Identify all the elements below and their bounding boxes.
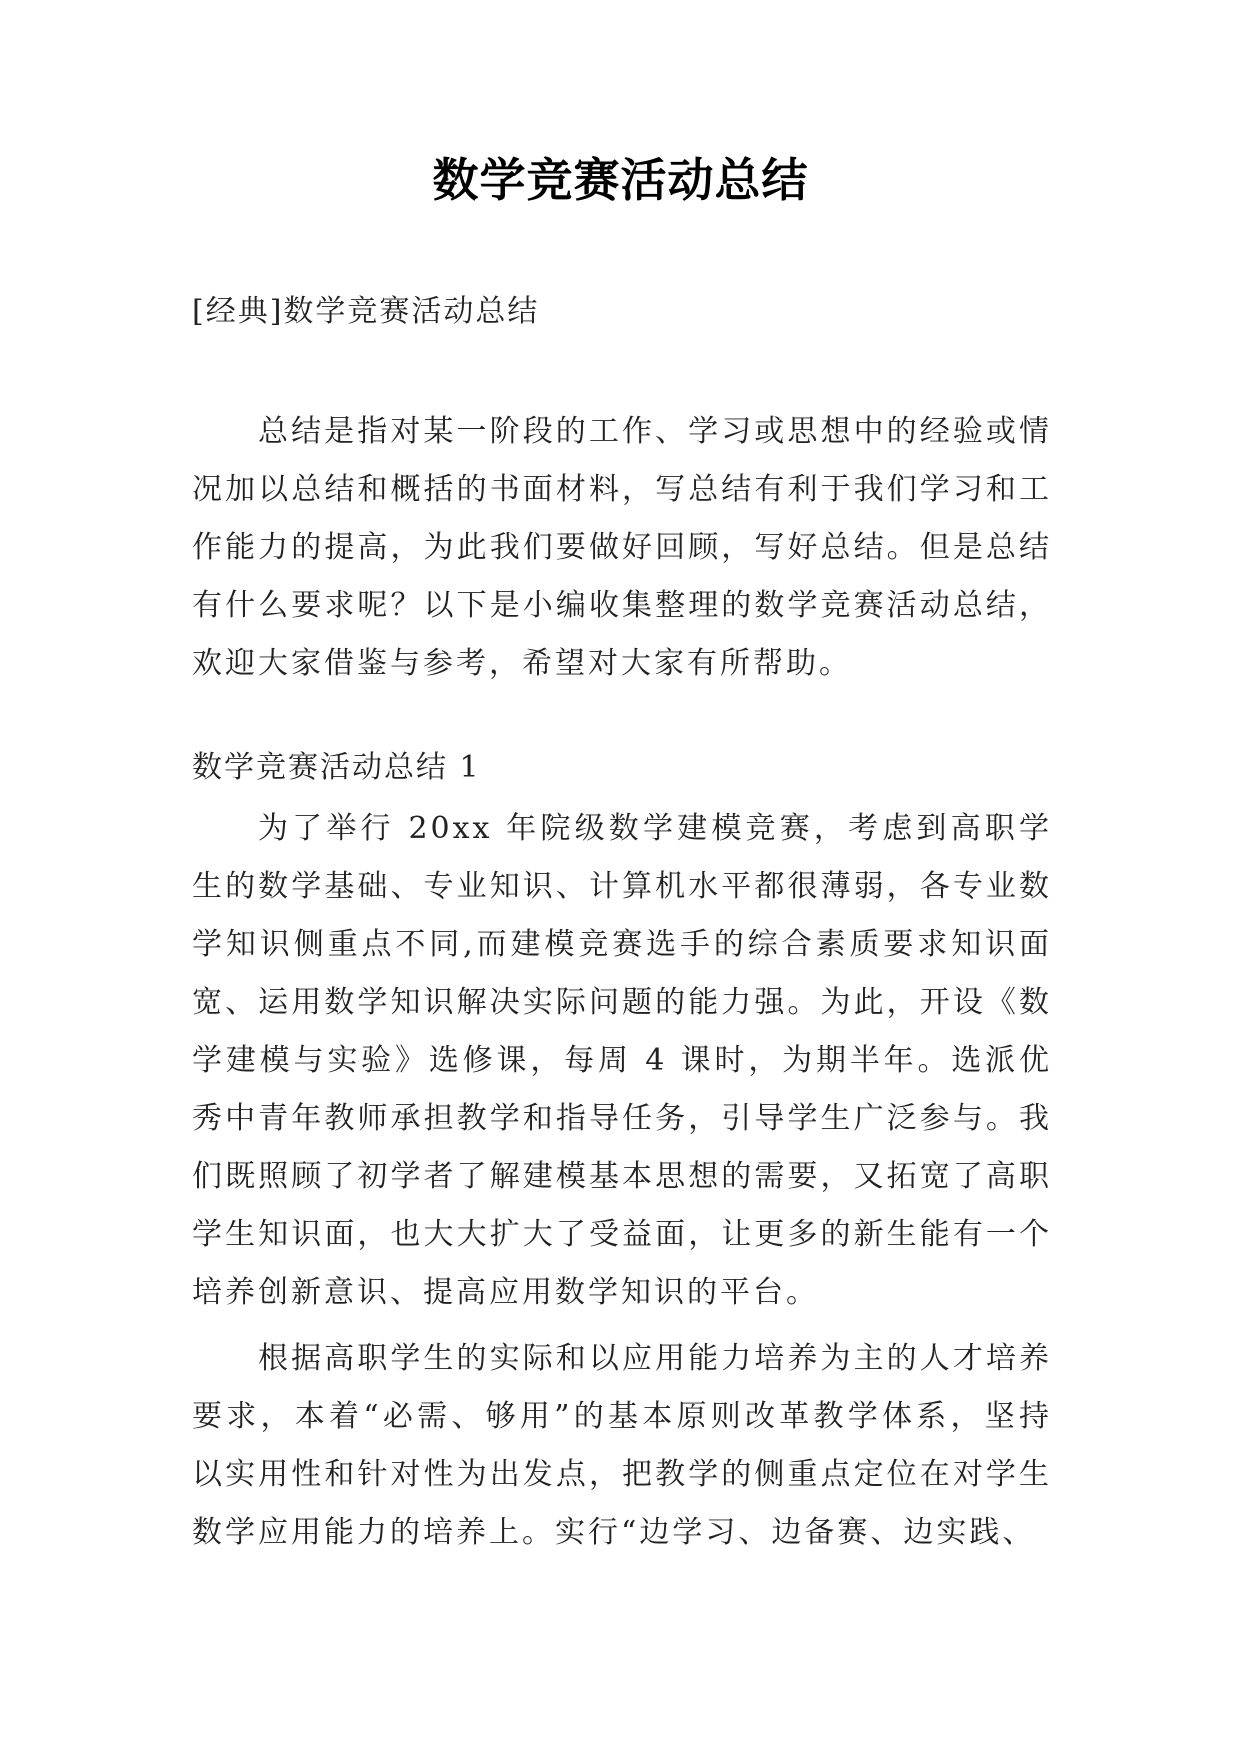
- document-subtitle: [经典]数学竞赛活动总结: [192, 294, 540, 329]
- intro-paragraph: 总结是指对某一阶段的工作、学习或思想中的经验或情况加以总结和概括的书面材料，写总结有利于我们学习和工作能力的提高，为此我们要做好回顾，写好总结。但是总结有什么要求呢？以下是小编收集整理的数学竞赛活动总结，欢迎大家借鉴与参考，希望对大家有所帮助。: [192, 414, 1052, 681]
- body-paragraph-1: 为了举行 20xx 年院级数学建模竞赛，考虑到高职学生的数学基础、专业知识、计算机水平都很薄弱，各专业数学知识侧重点不同,而建模竞赛选手的综合素质要求知识面宽、运用数学知识解决实际问题的能力强。为此，开设《数学建模与实验》选修课，每周 4 课时，为期半年。选派优秀中青年教师承担教学和指导任务，引导学生广泛参与。我们既照顾了初学者了解建模基本思想的需要，又拓宽了高职学生知识面，也大大扩大了受益面，让更多的新生能有一个培养创新意识、提高应用数学知识的平台。: [192, 811, 1052, 1310]
- page-title: 数学竞赛活动总结: [432, 153, 809, 207]
- body-paragraph-2: 根据高职学生的实际和以应用能力培养为主的人才培养要求，本着“必需、够用”的基本原则改革教学体系，坚持以实用性和针对性为出发点，把教学的侧重点定位在对学生数学应用能力的培养上。实行“边学习、边备赛、边实践、: [192, 1341, 1052, 1550]
- section-heading: 数学竞赛活动总结 1: [192, 750, 481, 785]
